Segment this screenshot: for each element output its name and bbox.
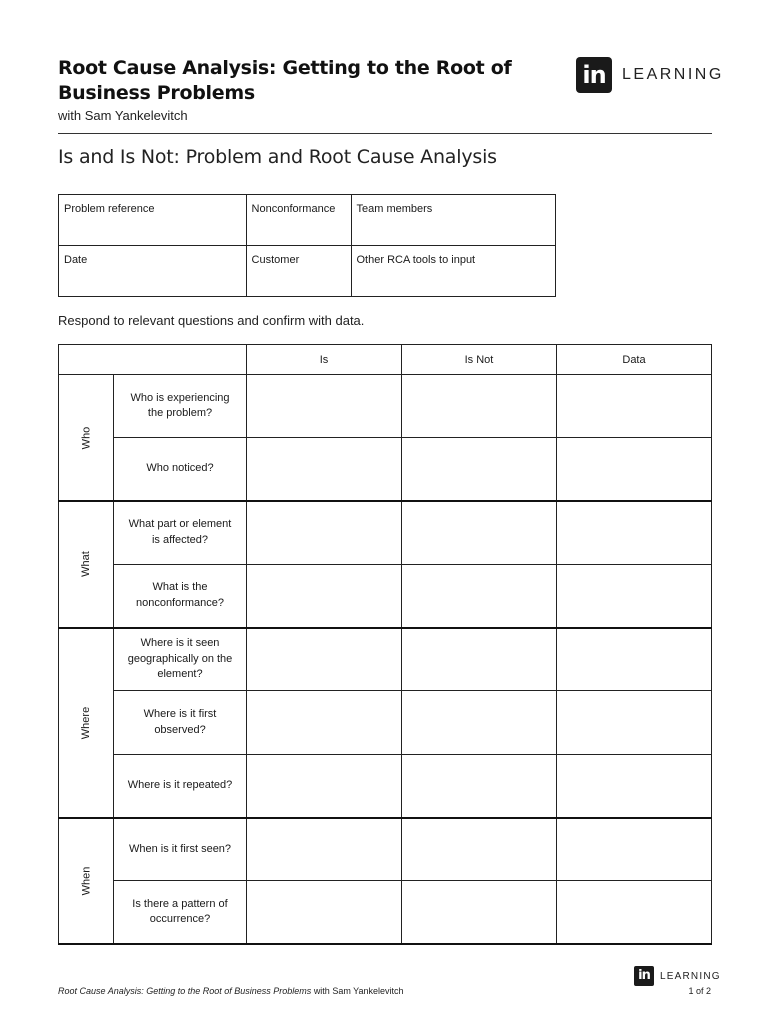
nonconformance-field[interactable]: Nonconformance [246, 195, 351, 246]
customer-field[interactable]: Customer [246, 246, 351, 297]
table-row [59, 691, 712, 754]
is-cell[interactable] [247, 881, 402, 944]
table-row [59, 881, 712, 944]
is-cell[interactable] [247, 501, 402, 564]
is-cell[interactable] [247, 691, 402, 754]
header-blank [59, 345, 247, 375]
table-row [59, 438, 712, 501]
header-divider [58, 133, 712, 134]
team-members-field[interactable]: Team members [351, 195, 556, 246]
question-cell: Who noticed? [114, 438, 247, 501]
logo-wordmark: LEARNING [622, 66, 724, 83]
is-cell[interactable] [247, 564, 402, 627]
problem-reference-field[interactable]: Problem reference [59, 195, 247, 246]
logo-wordmark: LEARNING [660, 970, 721, 982]
footer-course-title: Root Cause Analysis: Getting to the Root of Business Problems [58, 986, 312, 996]
data-cell[interactable] [557, 754, 712, 817]
table-row [59, 195, 556, 246]
is-cell[interactable] [247, 628, 402, 691]
data-cell[interactable] [557, 375, 712, 438]
table-row [59, 246, 556, 297]
category-who [59, 375, 114, 502]
question-cell: When is it first seen? [114, 818, 247, 881]
data-cell[interactable] [557, 628, 712, 691]
page-number: 1 of 2 [688, 986, 711, 996]
question-cell: Who is experiencing the problem? [114, 375, 247, 438]
is-not-cell[interactable] [402, 628, 557, 691]
data-cell[interactable] [557, 691, 712, 754]
category-label: Where [80, 706, 92, 739]
is-not-cell[interactable] [402, 881, 557, 944]
data-cell[interactable] [557, 501, 712, 564]
question-cell: Where is it repeated? [114, 754, 247, 817]
table-row [59, 754, 712, 817]
date-field[interactable]: Date [59, 246, 247, 297]
question-cell: Where is it first observed? [114, 691, 247, 754]
table-header-row [59, 345, 712, 375]
table-row [59, 501, 712, 564]
problem-info-table [58, 194, 556, 297]
is-not-cell[interactable] [402, 501, 557, 564]
footer-citation [58, 986, 404, 996]
question-cell: What part or element is affected? [114, 501, 247, 564]
table-row [59, 818, 712, 881]
linkedin-learning-logo [576, 57, 724, 93]
header-data: Data [557, 345, 712, 375]
header-is-not: Is Not [402, 345, 557, 375]
course-title: Root Cause Analysis: Getting to the Root of Business Problems [58, 57, 512, 104]
is-not-cell[interactable] [402, 375, 557, 438]
question-cell: Where is it seen geographically on the element? [114, 628, 247, 691]
header-is: Is [247, 345, 402, 375]
category-what [59, 501, 114, 628]
is-is-not-table [58, 344, 712, 945]
data-cell[interactable] [557, 564, 712, 627]
footer-linkedin-learning-logo [634, 966, 721, 986]
table-row [59, 628, 712, 691]
linkedin-in-icon: in [576, 57, 612, 93]
category-label: Who [80, 426, 92, 449]
question-cell: Is there a pattern of occurrence? [114, 881, 247, 944]
other-rca-tools-field[interactable]: Other RCA tools to input [351, 246, 556, 297]
is-not-cell[interactable] [402, 564, 557, 627]
is-cell[interactable] [247, 438, 402, 501]
is-cell[interactable] [247, 818, 402, 881]
is-cell[interactable] [247, 754, 402, 817]
category-label: What [80, 551, 92, 578]
linkedin-in-icon: in [634, 966, 654, 986]
data-cell[interactable] [557, 818, 712, 881]
footer-instructor: with Sam Yankelevitch [313, 986, 404, 996]
is-cell[interactable] [247, 375, 402, 438]
category-label: When [80, 866, 92, 896]
data-cell[interactable] [557, 881, 712, 944]
question-cell: What is the nonconformance? [114, 564, 247, 627]
data-cell[interactable] [557, 438, 712, 501]
category-when [59, 818, 114, 945]
instructions-text: Respond to relevant questions and confirm with data. [58, 313, 365, 328]
is-not-cell[interactable] [402, 754, 557, 817]
is-not-cell[interactable] [402, 691, 557, 754]
category-where [59, 628, 114, 818]
is-not-cell[interactable] [402, 438, 557, 501]
table-row [59, 564, 712, 627]
section-title: Is and Is Not: Problem and Root Cause Analysis [58, 146, 497, 168]
table-row [59, 375, 712, 438]
instructor-name: with Sam Yankelevitch [58, 108, 188, 123]
is-not-cell[interactable] [402, 818, 557, 881]
